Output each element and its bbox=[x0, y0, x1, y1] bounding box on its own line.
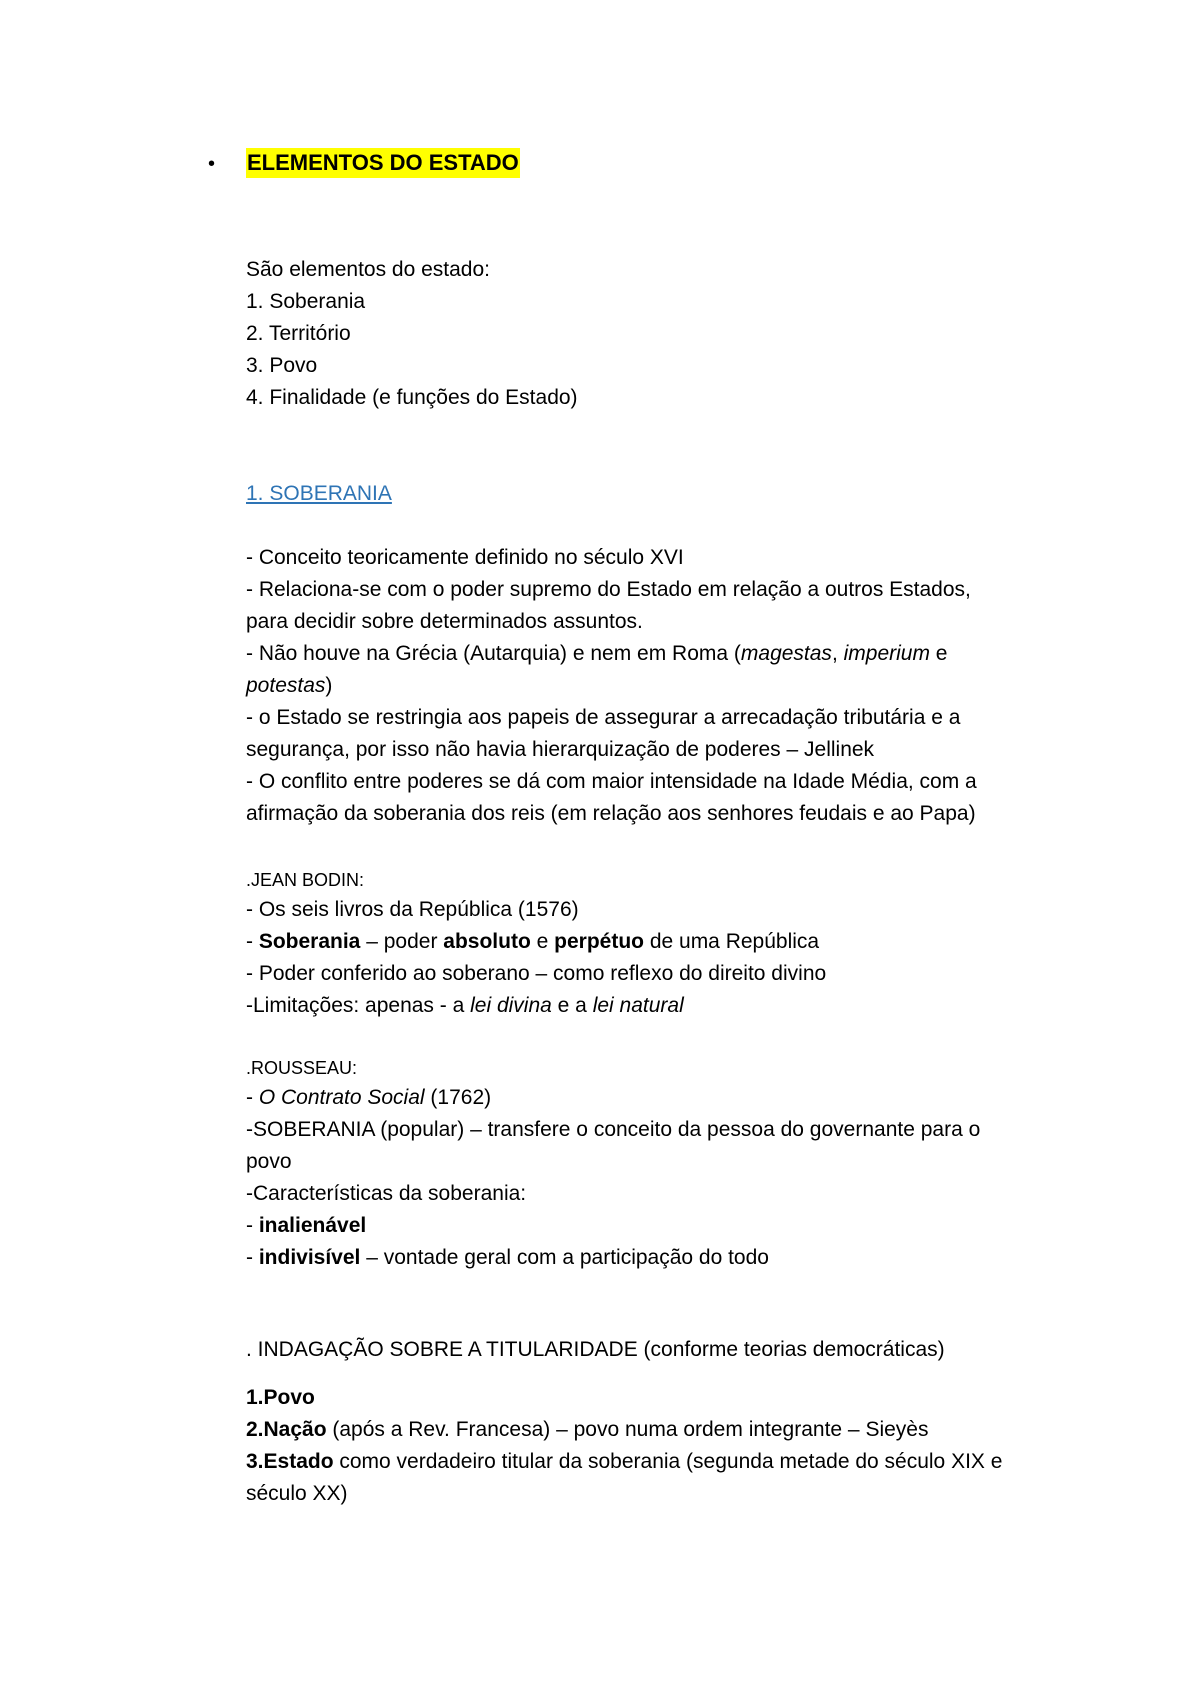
titularidade-line: século XX) bbox=[246, 1482, 348, 1505]
bullet-icon: • bbox=[208, 153, 216, 175]
text-run: de uma República bbox=[643, 930, 820, 953]
rousseau-line bbox=[246, 1084, 491, 1112]
text-run: - bbox=[246, 1086, 259, 1109]
text-run: – vontade geral com a participação do todo bbox=[360, 1246, 769, 1269]
intro-item: 2. Território bbox=[246, 322, 351, 345]
bodin-line bbox=[246, 928, 819, 956]
bold-term: absoluto bbox=[443, 930, 531, 953]
text-run: -Limitações: apenas - a bbox=[246, 994, 471, 1017]
bodin-line: - Poder conferido ao soberano – como reflexo do direito divino bbox=[246, 962, 827, 985]
titularidade-line bbox=[246, 1416, 928, 1444]
soberania-line bbox=[246, 672, 332, 700]
bold-term: 1.Povo bbox=[246, 1386, 315, 1409]
text-run: (após a Rev. Francesa) – povo numa ordem integrante – Sieyès bbox=[326, 1418, 929, 1441]
bodin-line: - Os seis livros da República (1576) bbox=[246, 898, 579, 921]
bodin-line bbox=[246, 992, 684, 1020]
titularidade-line bbox=[246, 1448, 1002, 1476]
titularidade-line bbox=[246, 1384, 315, 1412]
bold-term: inalienável bbox=[258, 1214, 367, 1237]
italic-term: imperium bbox=[843, 642, 930, 665]
text-run: - bbox=[246, 1246, 259, 1269]
rousseau-line bbox=[246, 1212, 366, 1240]
text-run: e a bbox=[551, 994, 593, 1017]
bodin-heading: .JEAN BODIN: bbox=[246, 870, 365, 890]
bold-term: 3.Estado bbox=[246, 1450, 334, 1473]
text-run: - Não houve na Grécia (Autarquia) e nem em Roma ( bbox=[246, 642, 741, 665]
rousseau-line bbox=[246, 1244, 769, 1272]
soberania-line: - Relaciona-se com o poder supremo do Estado em relação a outros Estados, bbox=[246, 578, 971, 601]
rousseau-line: -Características da soberania: bbox=[246, 1182, 527, 1205]
intro-item: 3. Povo bbox=[246, 354, 318, 377]
soberania-line: - o Estado se restringia aos papeis de assegurar a arrecadação tributária e a bbox=[246, 706, 961, 729]
soberania-line: segurança, por isso não havia hierarquização de poderes – Jellinek bbox=[246, 738, 875, 761]
soberania-line bbox=[246, 640, 947, 668]
text-run: e bbox=[929, 642, 948, 665]
italic-term: lei divina bbox=[470, 994, 552, 1017]
intro-item: 1. Soberania bbox=[246, 290, 366, 313]
text-run: , bbox=[831, 642, 844, 665]
text-run: - bbox=[246, 930, 259, 953]
soberania-line: - O conflito entre poderes se dá com maior intensidade na Idade Média, com a bbox=[246, 770, 977, 793]
bold-term: perpétuo bbox=[554, 930, 644, 953]
text-run: (1762) bbox=[424, 1086, 492, 1109]
rousseau-line: povo bbox=[246, 1150, 292, 1173]
bold-term: Soberania bbox=[258, 930, 361, 953]
rousseau-heading: .ROUSSEAU: bbox=[246, 1058, 358, 1078]
soberania-line: afirmação da soberania dos reis (em relação aos senhores feudais e ao Papa) bbox=[246, 802, 976, 825]
italic-term: potestas bbox=[246, 674, 326, 697]
text-run: como verdadeiro titular da soberania (segunda metade do século XIX e bbox=[333, 1450, 1003, 1473]
italic-term: magestas bbox=[740, 642, 832, 665]
soberania-line: - Conceito teoricamente definido no século XVI bbox=[246, 546, 684, 569]
bold-term: 2.Nação bbox=[246, 1418, 327, 1441]
section-heading-soberania[interactable]: 1. SOBERANIA bbox=[246, 482, 392, 505]
text-run: – poder bbox=[360, 930, 444, 953]
page-title: ELEMENTOS DO ESTADO bbox=[246, 148, 520, 178]
text-run: e bbox=[530, 930, 555, 953]
italic-term: O Contrato Social bbox=[258, 1086, 425, 1109]
rousseau-line: -SOBERANIA (popular) – transfere o conceito da pessoa do governante para o bbox=[246, 1118, 981, 1141]
text-run: ) bbox=[325, 674, 333, 697]
text-run: - bbox=[246, 1214, 259, 1237]
soberania-line: para decidir sobre determinados assuntos. bbox=[246, 610, 643, 633]
intro-lead: São elementos do estado: bbox=[246, 258, 491, 281]
italic-term: lei natural bbox=[592, 994, 684, 1017]
bold-term: indivisível bbox=[258, 1246, 361, 1269]
titularidade-heading: . INDAGAÇÃO SOBRE A TITULARIDADE (conforme teorias democráticas) bbox=[246, 1338, 945, 1361]
intro-item: 4. Finalidade (e funções do Estado) bbox=[246, 386, 578, 409]
